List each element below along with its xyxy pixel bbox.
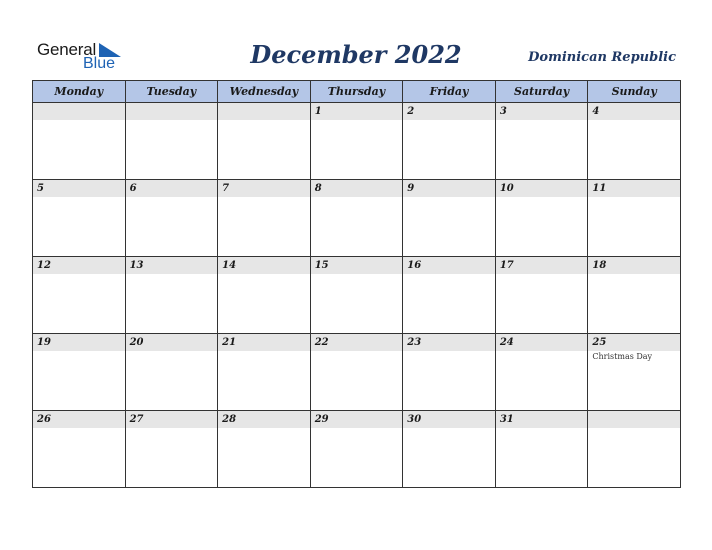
week-row: [33, 411, 681, 488]
day-cell: [33, 257, 126, 334]
day-cell: [588, 257, 681, 334]
day-number: 19: [33, 334, 125, 351]
day-number: 22: [311, 334, 403, 351]
day-number: 24: [496, 334, 588, 351]
week-row: [33, 103, 681, 180]
day-cell: [310, 334, 403, 411]
day-cell: [125, 411, 218, 488]
day-number: [126, 103, 218, 120]
day-number: 23: [403, 334, 495, 351]
day-cell: [310, 257, 403, 334]
day-cell: [125, 257, 218, 334]
day-number: 31: [496, 411, 588, 428]
day-number: 18: [588, 257, 680, 274]
day-cell: [403, 103, 496, 180]
weekday-header: Tuesday: [125, 81, 218, 103]
country-name: Dominican Republic: [528, 50, 676, 65]
day-number: 9: [403, 180, 495, 197]
day-cell: [125, 334, 218, 411]
day-number: 29: [311, 411, 403, 428]
day-cell: [218, 411, 311, 488]
day-cell: [125, 180, 218, 257]
weekday-header: Friday: [403, 81, 496, 103]
week-row: [33, 257, 681, 334]
day-cell: [495, 257, 588, 334]
day-number: 10: [496, 180, 588, 197]
day-cell: [495, 411, 588, 488]
holiday-label: Christmas Day: [592, 352, 653, 361]
week-row: [33, 334, 681, 411]
day-number: 1: [311, 103, 403, 120]
day-cell: [218, 257, 311, 334]
day-cell: [588, 103, 681, 180]
day-number: [33, 103, 125, 120]
day-number: 15: [311, 257, 403, 274]
day-cell: [403, 257, 496, 334]
day-number: 20: [126, 334, 218, 351]
day-number: 27: [126, 411, 218, 428]
calendar-grid: [32, 80, 681, 488]
weekday-header: Thursday: [310, 81, 403, 103]
day-number: 5: [33, 180, 125, 197]
day-cell: [33, 411, 126, 488]
day-number: 6: [126, 180, 218, 197]
day-number: 17: [496, 257, 588, 274]
day-number: 14: [218, 257, 310, 274]
day-number: 4: [588, 103, 680, 120]
day-cell: [33, 103, 126, 180]
day-number: 7: [218, 180, 310, 197]
day-number: 3: [496, 103, 588, 120]
day-cell: [588, 411, 681, 488]
day-number: 25: [588, 334, 680, 351]
day-number: 2: [403, 103, 495, 120]
day-cell: [495, 334, 588, 411]
day-number: 28: [218, 411, 310, 428]
day-number: 12: [33, 257, 125, 274]
day-cell: [403, 180, 496, 257]
weekday-header: Sunday: [588, 81, 681, 103]
day-cell: [218, 103, 311, 180]
day-cell: [218, 334, 311, 411]
day-number: 11: [588, 180, 680, 197]
day-cell: [33, 334, 126, 411]
day-cell: [125, 103, 218, 180]
day-cell: [588, 180, 681, 257]
day-cell: [495, 180, 588, 257]
day-cell: [588, 334, 681, 411]
day-number: [588, 411, 680, 428]
calendar-title: December 2022: [250, 40, 462, 69]
day-cell: [33, 180, 126, 257]
week-row: [33, 180, 681, 257]
logo-text-general: General: [37, 40, 97, 59]
day-number: 30: [403, 411, 495, 428]
day-number: 13: [126, 257, 218, 274]
weekday-header-row: [33, 81, 681, 103]
day-cell: [310, 411, 403, 488]
logo-text-blue: Blue: [83, 55, 116, 72]
day-cell: [403, 334, 496, 411]
day-number: 26: [33, 411, 125, 428]
day-number: [218, 103, 310, 120]
day-number: 16: [403, 257, 495, 274]
weekday-header: Wednesday: [218, 81, 311, 103]
day-cell: [310, 180, 403, 257]
day-cell: [403, 411, 496, 488]
day-cell: [218, 180, 311, 257]
day-cell: [495, 103, 588, 180]
day-cell: [310, 103, 403, 180]
weekday-header: Saturday: [495, 81, 588, 103]
day-number: 8: [311, 180, 403, 197]
day-number: 21: [218, 334, 310, 351]
weekday-header: Monday: [33, 81, 126, 103]
